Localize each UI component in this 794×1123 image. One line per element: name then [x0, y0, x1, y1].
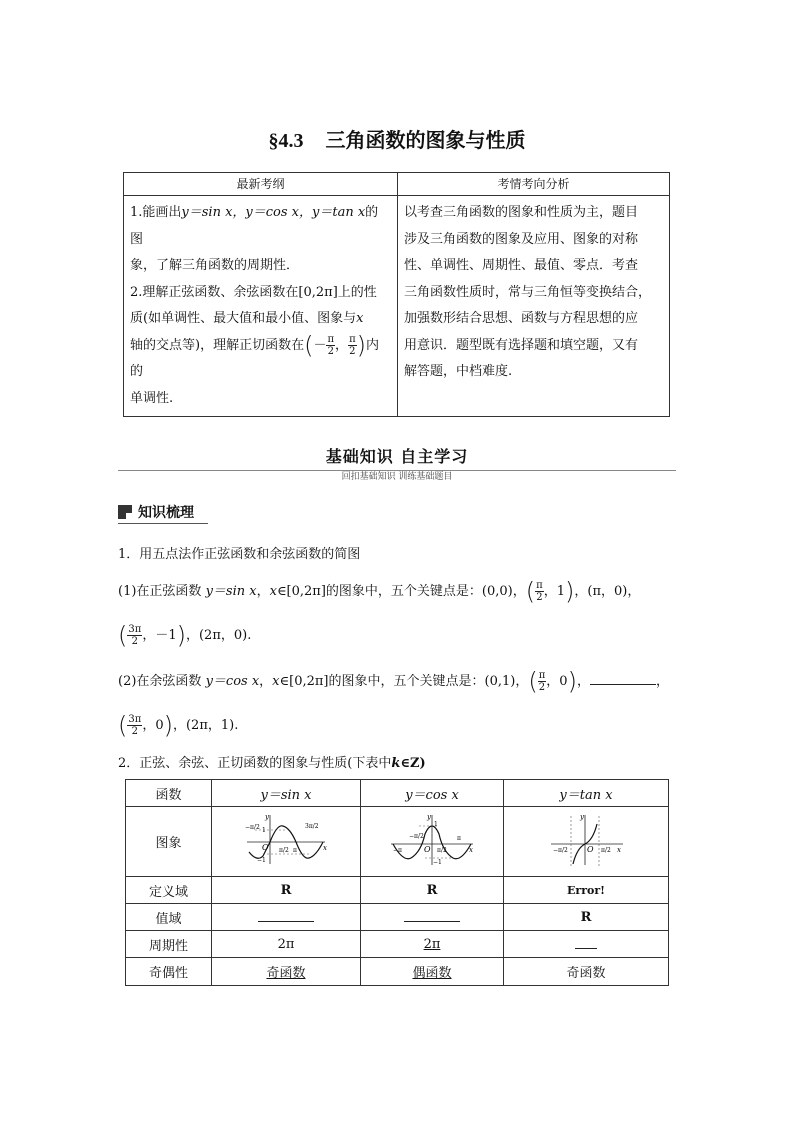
- graph-label: y: [265, 812, 269, 821]
- row-label-parity: 奇偶性: [126, 958, 212, 986]
- row-label-period: 周期性: [126, 931, 212, 958]
- graph-label: O: [262, 842, 269, 852]
- cosine-key-points-line2: ( $\frac{3\pi}{2}$ ，0)，(2π，1).: [118, 711, 239, 740]
- divider: [118, 523, 208, 524]
- syllabus-header: 最新考纲: [124, 173, 398, 196]
- graph-label: x: [469, 845, 473, 854]
- sine-key-points-line2: ( $\frac{3\pi}{2}$ ，－1)，(2π，0).: [118, 621, 252, 650]
- sine-key-points-line1: (1)在正弦函数 y＝sin x，x∈[0,2π]的图象中，五个关键点是：(0,0)，( $\frac{\pi}{2}$ ，1)，(π，0)，: [118, 577, 641, 606]
- item-2-heading: 2．正弦、余弦、正切函数的图象与性质(下表中k∈Z): [118, 756, 426, 771]
- sin-domain: R: [212, 877, 361, 904]
- sin-period: 2π: [212, 931, 361, 958]
- graph-label: x: [323, 843, 327, 852]
- cosine-key-points-line1: (2)在余弦函数 y＝cos x，x∈[0,2π]的图象中，五个关键点是：(0,1)，( $\frac{\pi}{2}$ ，0)， ，: [118, 667, 669, 696]
- graph-label: π: [293, 846, 297, 854]
- knowledge-heading: 知识梳理: [118, 502, 194, 522]
- graph-label: −π: [393, 846, 402, 854]
- tan-range: R: [504, 904, 669, 931]
- tan-parity: 奇函数: [504, 958, 669, 986]
- cos-domain: R: [361, 877, 504, 904]
- col-header-tan: y＝tan x: [504, 780, 669, 807]
- row-label-domain: 定义域: [126, 877, 212, 904]
- row-label-range: 值域: [126, 904, 212, 931]
- square-bullet-icon: [118, 505, 132, 519]
- answer-blank[interactable]: [258, 909, 314, 922]
- answer-blank[interactable]: [404, 909, 460, 922]
- graph-label: −1: [433, 858, 442, 866]
- graph-label: 3π/2: [305, 822, 319, 830]
- sin-graph-cell: [212, 807, 361, 877]
- cos-period: 2π: [361, 931, 504, 958]
- graph-label: −π/2: [409, 832, 424, 840]
- fraction: $\frac{\pi}{2}$: [349, 333, 356, 357]
- graph-label: y: [427, 812, 431, 821]
- cos-range: [361, 904, 504, 931]
- graph-label: π/2: [601, 846, 611, 854]
- answer-blank[interactable]: [590, 672, 656, 685]
- answer-blank[interactable]: [575, 936, 597, 949]
- graph-label: 1: [262, 826, 266, 834]
- fraction: $\frac{\pi}{2}$: [536, 580, 543, 603]
- sin-parity: 奇函数: [212, 958, 361, 986]
- section-heading: 基础知识 自主学习: [325, 447, 469, 466]
- cos-graph-cell: [361, 807, 504, 877]
- graph-label: −π/2: [553, 846, 568, 854]
- item-1-heading: 1．用五点法作正弦函数和余弦函数的简图: [118, 547, 361, 562]
- graph-label: y: [580, 812, 584, 821]
- graph-label: x: [617, 845, 621, 854]
- analysis-content: 以考查三角函数的图象和性质为主，题目 涉及三角函数的图象及应用、图象的对称 性、单调性、周期性、最值、零点．考查 三角函数性质时，常与三角恒等变换结合， 加强数形结合思想、函数与方程思想的应 用意识．题型既有选择题和填空题，又有 解答题，中档难度.: [398, 196, 670, 417]
- graph-label: −1: [257, 856, 266, 864]
- fraction: $\frac{3\pi}{2}$: [128, 624, 142, 647]
- graph-label: 1: [434, 820, 438, 828]
- sine-graph: [243, 812, 329, 868]
- cos-parity: 偶函数: [361, 958, 504, 986]
- graph-label: π/2: [279, 846, 289, 854]
- analysis-header: 考情考向分析: [398, 173, 670, 196]
- page-title: [0, 124, 794, 153]
- sin-range: [212, 904, 361, 931]
- graph-label: O: [587, 844, 594, 854]
- section-title: 三角函数的图象与性质: [325, 128, 526, 152]
- graph-label: π/2: [437, 846, 447, 854]
- col-header-sin: y＝sin x: [212, 780, 361, 807]
- col-header-function: 函数: [126, 780, 212, 807]
- fraction: $\frac{\pi}{2}$: [538, 670, 546, 693]
- trig-properties-table: [125, 779, 669, 986]
- graph-label: O: [424, 844, 431, 854]
- syllabus-table: [123, 172, 670, 417]
- cosine-graph: [389, 812, 475, 868]
- row-label-graph: 图象: [126, 807, 212, 877]
- tangent-graph: [543, 812, 629, 868]
- fraction: $\frac{\pi}{2}$: [327, 333, 335, 357]
- tan-period: [504, 931, 669, 958]
- graph-label: π: [457, 834, 461, 842]
- section-number: §4.3: [268, 130, 304, 152]
- fraction: $\frac{3\pi}{2}$: [128, 714, 142, 737]
- graph-label: −π/2: [245, 823, 260, 831]
- syllabus-content: 1.能画出y＝sin x，y＝cos x，y＝tan x的图 象，了解三角函数的周期性． 2.理解正弦函数、余弦函数在[0,2π]上的性 质(如单调性、最大值和最小值、图象与x 轴的交点等)，理解正切函数在(－ $\frac{\pi}{2}$ ， $\frac{\pi}{2}$ )内的 单调性.: [124, 196, 398, 417]
- tan-domain: Error!: [504, 877, 669, 904]
- tan-graph-cell: [504, 807, 669, 877]
- section-subtitle: 回扣基础知识 训练基础题目: [0, 464, 794, 483]
- col-header-cos: y＝cos x: [361, 780, 504, 807]
